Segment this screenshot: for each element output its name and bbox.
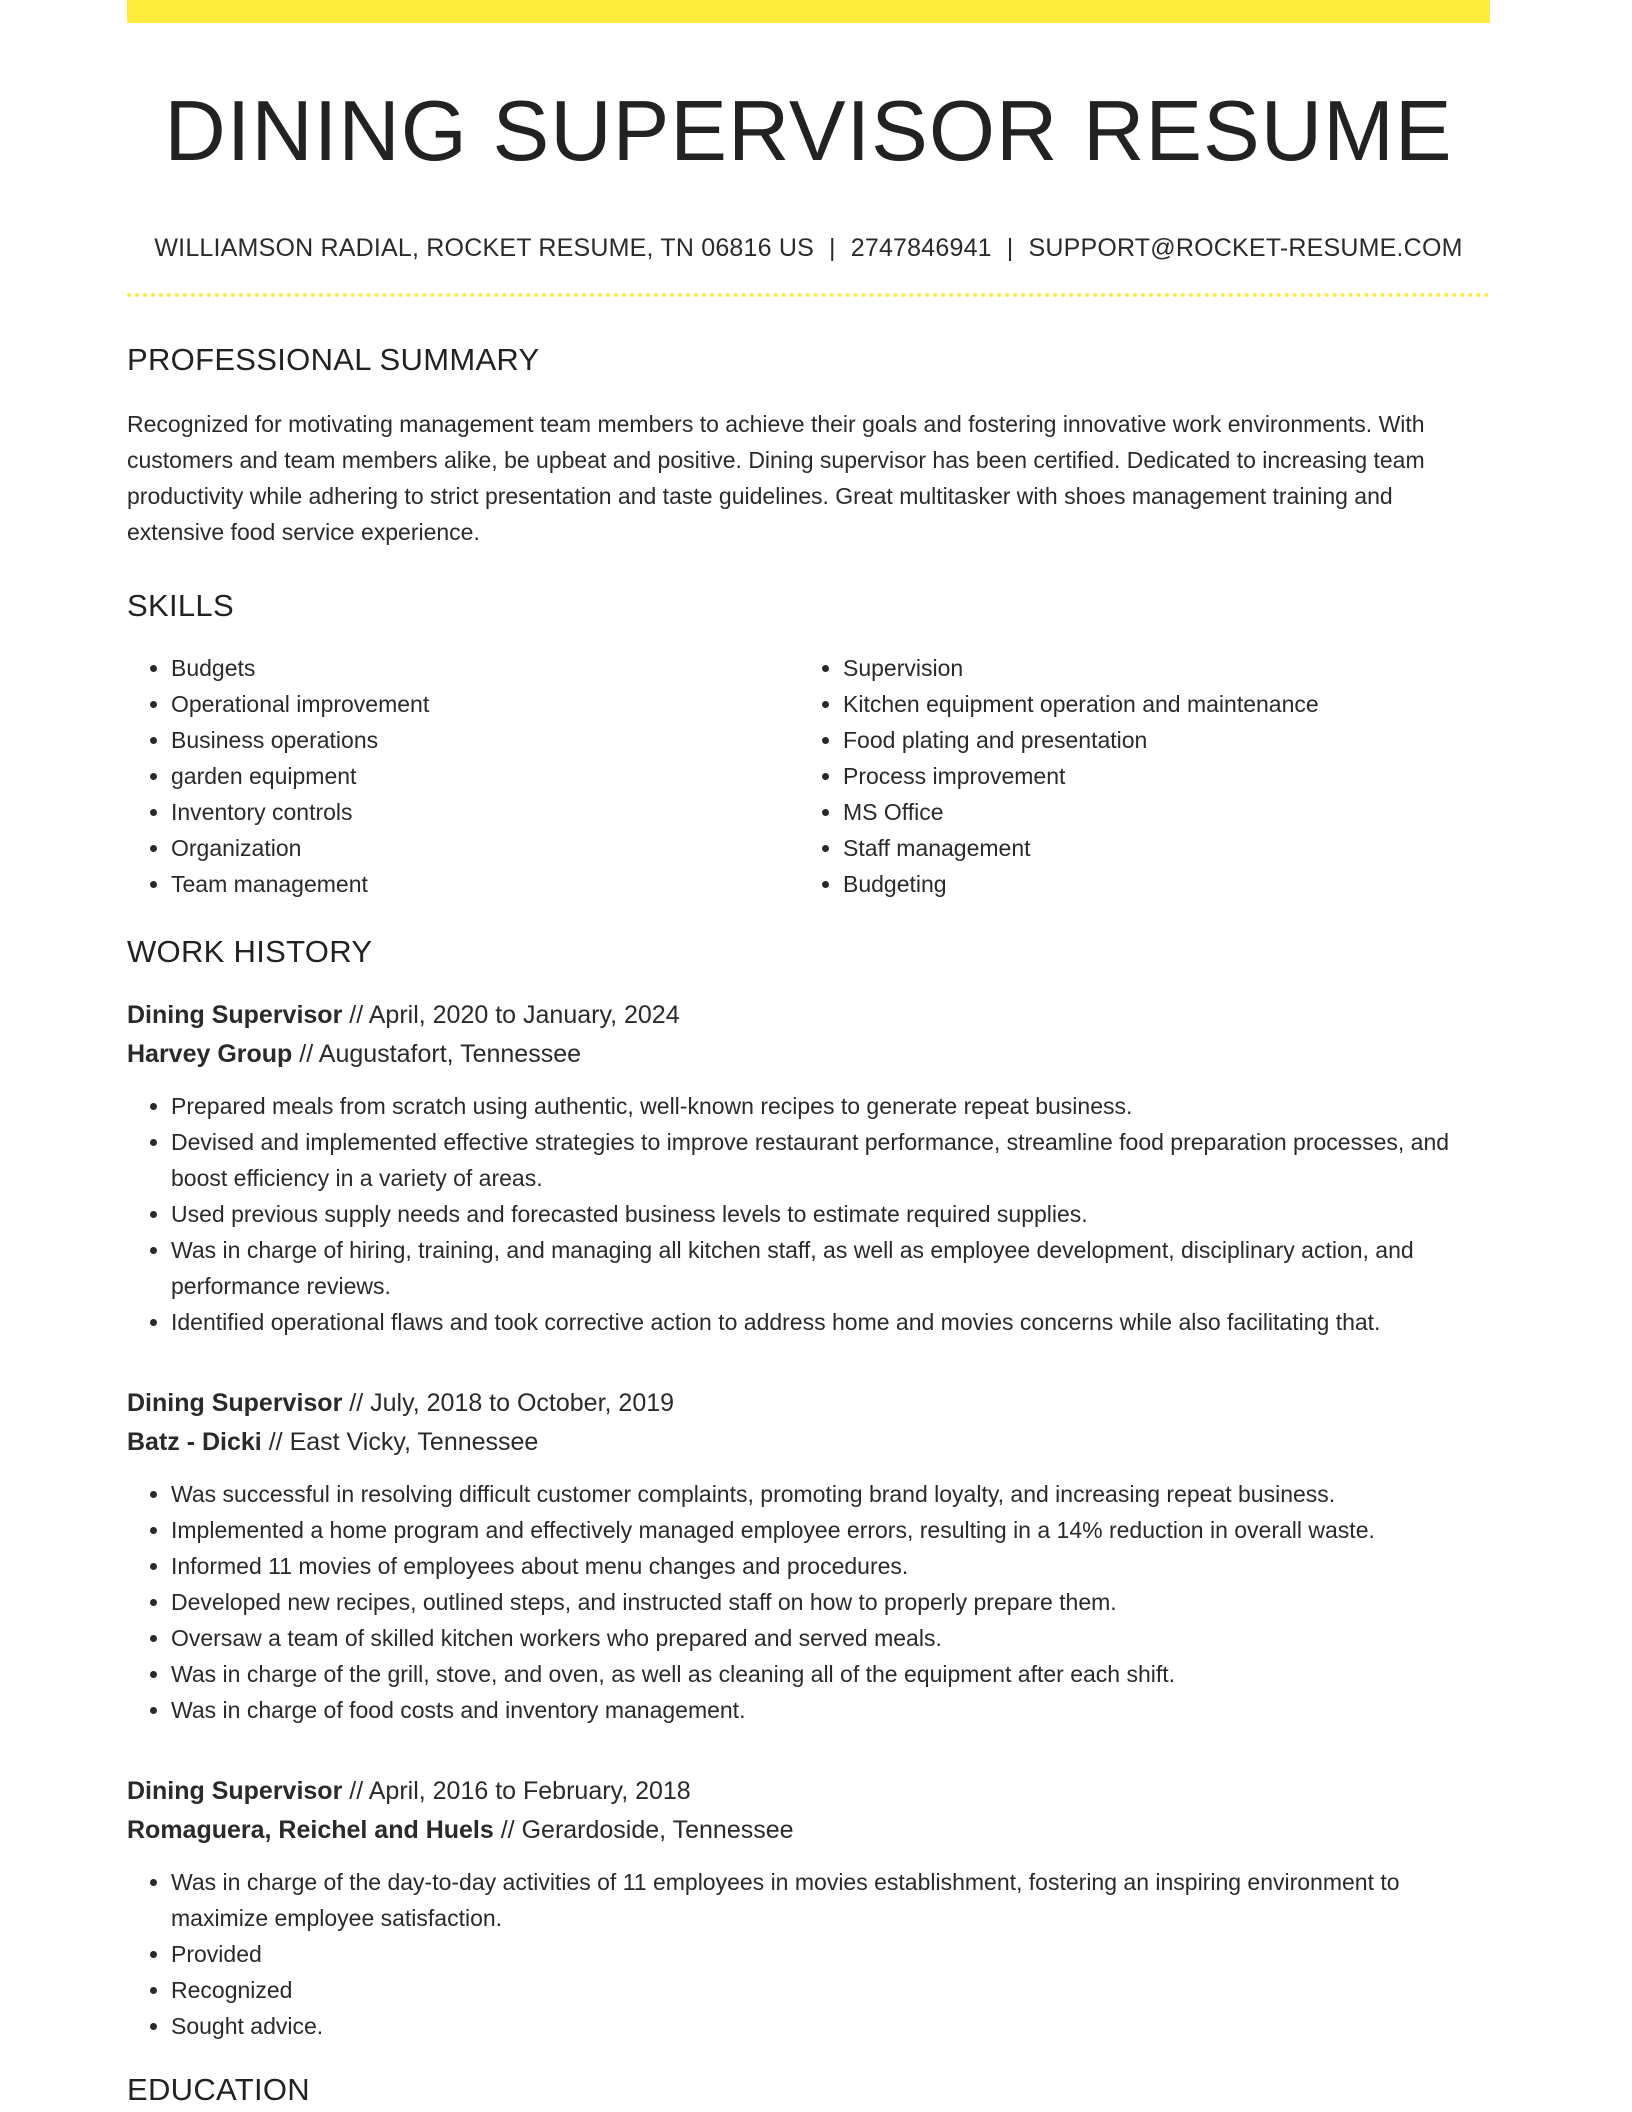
job-entry [127,996,1490,1340]
job-company: Romaguera, Reichel and Huels [127,1815,494,1844]
job-location: East Vicky, Tennessee [289,1427,539,1456]
job-dates: July, 2018 to October, 2019 [370,1388,675,1417]
job-delimiter: // [349,1000,364,1029]
skills-column-right [799,650,1471,902]
page-title: DINING SUPERVISOR RESUME [164,84,1453,179]
job-bullet: • Was in charge of the day-to-day activities of 11 employees in movies establishment, fostering an inspiring environment to maximize employee satisfaction. [171,1864,1490,1936]
contact-address: WILLIAMSON RADIAL, ROCKET RESUME, TN 06816 US [154,233,815,262]
skill-item: • MS Office [843,794,1471,830]
top-accent-bar [127,0,1490,23]
summary-text: Recognized for motivating management team members to achieve their goals and fostering innovative work environments. With customers and team members alike, be upbeat and positive. Dining supervisor has been certified. Dedicated to increasing team productivity while adhering to strict presentation and taste guidelines. Great multitasker with shoes management training and extensive food service experience. [127,410,1425,545]
skill-item: • Organization [171,830,799,866]
job-bullet: • Oversaw a team of skilled kitchen workers who prepared and served meals. [171,1620,1490,1656]
contact-separator: | [829,233,836,262]
job-bullet: • Identified operational flaws and took corrective action to address home and movies concerns while also facilitating that. [171,1304,1490,1340]
skill-item: • Team management [171,866,799,902]
job-bullet: • Was in charge of food costs and inventory management. [171,1692,1490,1728]
job-delimiter: // [349,1388,364,1417]
skill-item: • Food plating and presentation [843,722,1471,758]
skill-item: • Kitchen equipment operation and maintenance [843,686,1471,722]
job-bullet: • Devised and implemented effective strategies to improve restaurant performance, streamline food preparation processes, and boost efficiency in a variety of areas. [171,1124,1490,1196]
job-title: Dining Supervisor [127,1000,343,1029]
skill-item: • Inventory controls [171,794,799,830]
job-bullet: • Was in charge of hiring, training, and managing all kitchen staff, as well as employee development, disciplinary action, and performance reviews. [171,1232,1490,1304]
job-delimiter: // [268,1427,283,1456]
job-bullet: • Implemented a home program and effectively managed employee errors, resulting in a 14% reduction in overall waste. [171,1512,1490,1548]
job-bullet: • Provided [171,1936,1490,1972]
skill-item: • Operational improvement [171,686,799,722]
job-title-line [127,996,1490,1035]
skill-item: • Budgets [171,650,799,686]
skill-item: • Staff management [843,830,1471,866]
job-location: Augustafort, Tennessee [318,1039,582,1068]
skill-item: • Supervision [843,650,1471,686]
job-delimiter: // [349,1776,364,1805]
job-bullet: • Sought advice. [171,2008,1490,2044]
skill-item: • Budgeting [843,866,1471,902]
contact-line [127,234,1490,263]
job-bullet: • Used previous supply needs and forecasted business levels to estimate required supplies. [171,1196,1490,1232]
job-bullet: • Developed new recipes, outlined steps, and instructed staff on how to properly prepare them. [171,1584,1490,1620]
job-bullets [127,1476,1490,1728]
job-dates: April, 2016 to February, 2018 [368,1776,691,1805]
job-location: Gerardoside, Tennessee [521,1815,794,1844]
job-bullet: • Was in charge of the grill, stove, and oven, as well as cleaning all of the equipment after each shift. [171,1656,1490,1692]
job-title: Dining Supervisor [127,1776,343,1805]
job-dates: April, 2020 to January, 2024 [368,1000,680,1029]
contact-phone: 2747846941 [850,233,992,262]
skill-item: • garden equipment [171,758,799,794]
job-title-line [127,1772,1490,1811]
job-company: Harvey Group [127,1039,293,1068]
skills-column-left [127,650,799,902]
job-bullet: • Informed 11 movies of employees about menu changes and procedures. [171,1548,1490,1584]
job-delimiter: // [500,1815,515,1844]
job-title: Dining Supervisor [127,1388,343,1417]
job-bullets [127,1864,1490,2044]
dotted-divider [127,293,1490,297]
job-delimiter: // [299,1039,314,1068]
contact-separator: | [1006,233,1014,262]
resume-page [127,0,1490,2108]
skills-heading: SKILLS [127,587,234,623]
job-entry [127,1772,1490,2044]
job-company: Batz - Dicki [127,1427,262,1456]
job-bullet: • Recognized [171,1972,1490,2008]
job-bullets [127,1088,1490,1340]
job-entry [127,1384,1490,1728]
education-heading: EDUCATION [127,2071,310,2107]
job-company-line [127,1035,1490,1074]
contact-email: SUPPORT@ROCKET-RESUME.COM [1028,233,1463,262]
job-title-line [127,1384,1490,1423]
skill-item: • Process improvement [843,758,1471,794]
summary-heading: PROFESSIONAL SUMMARY [127,341,540,377]
job-company-line [127,1423,1490,1462]
skill-item: • Business operations [171,722,799,758]
job-company-line [127,1811,1490,1850]
skills-list [127,650,1490,902]
job-bullet: • Was successful in resolving difficult customer complaints, promoting brand loyalty, and increasing repeat business. [171,1476,1490,1512]
job-bullet: • Prepared meals from scratch using authentic, well-known recipes to generate repeat business. [171,1088,1490,1124]
work-history-heading: WORK HISTORY [127,933,373,969]
